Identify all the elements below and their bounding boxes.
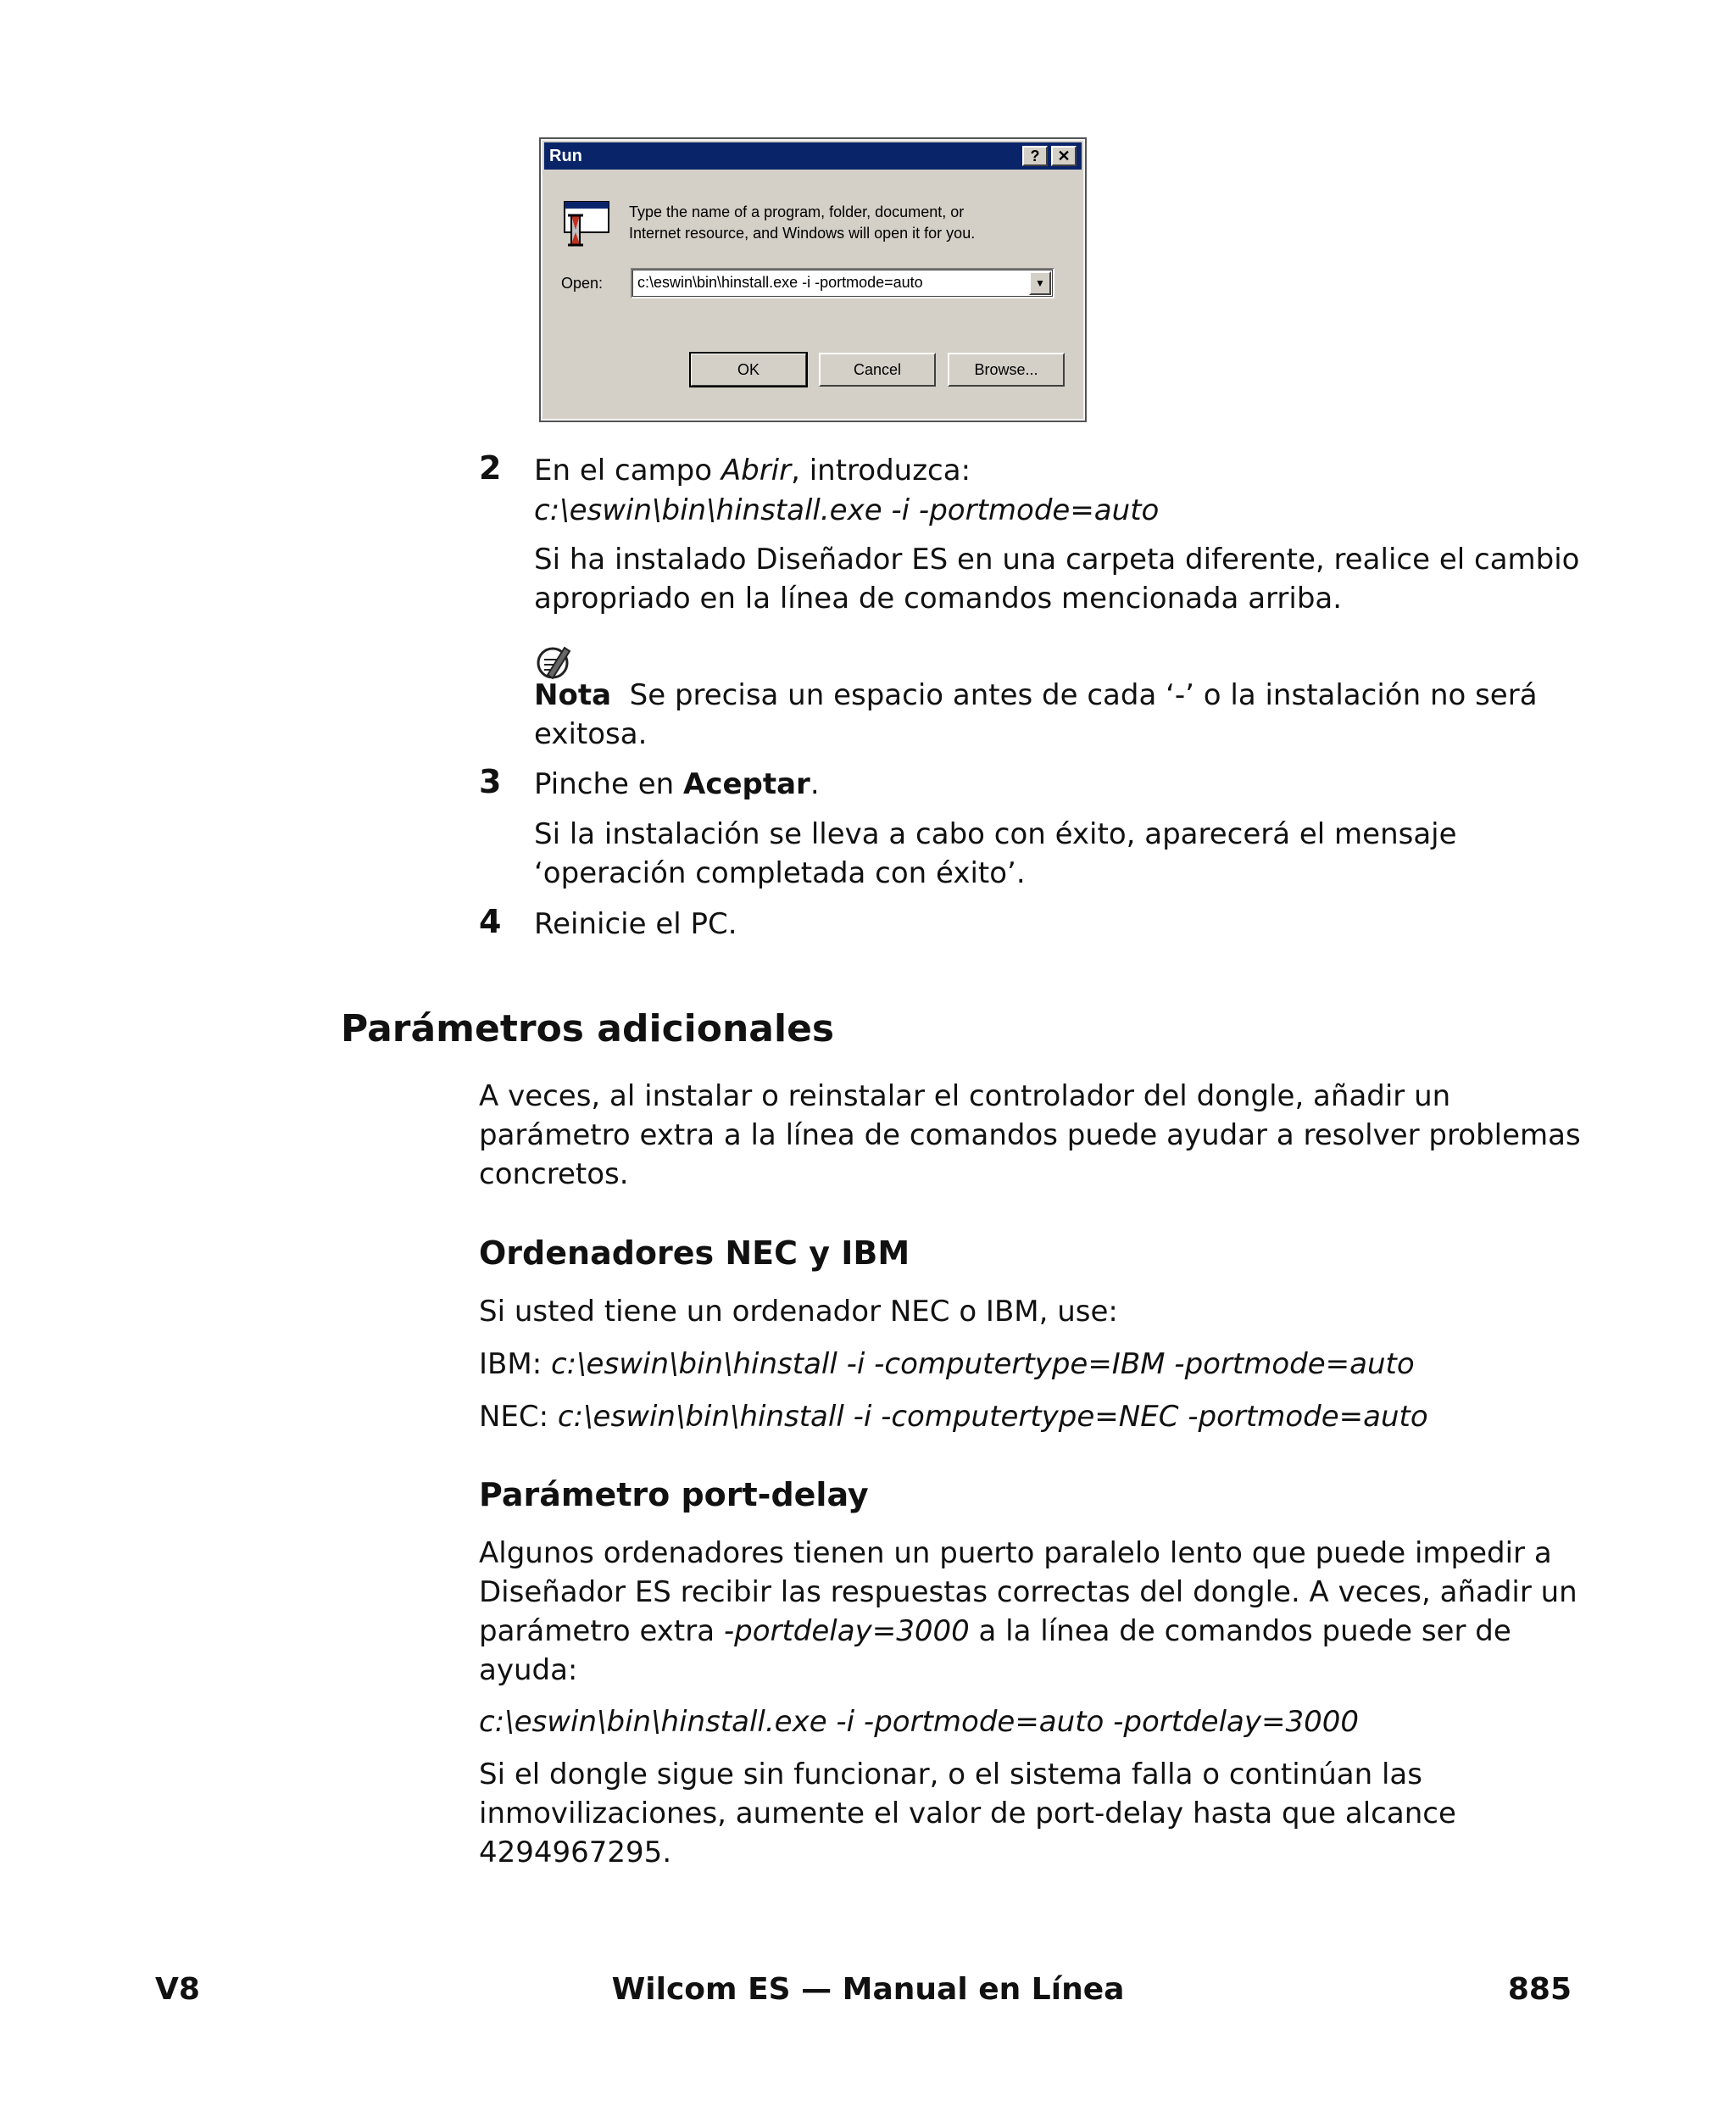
text-run: NEC: <box>479 1400 558 1434</box>
text-run: En el campo <box>534 454 721 487</box>
open-combobox[interactable] <box>631 268 1054 298</box>
step-4-instruction: Reinicie el PC. <box>534 907 737 941</box>
text-run: IBM: <box>479 1347 551 1381</box>
text-run: parámetro extra <box>479 1614 724 1648</box>
open-input-value[interactable]: c:\eswin\bin\hinstall.exe -i -portmode=auto <box>637 274 923 291</box>
footer-title: Wilcom ES — Manual en Línea <box>611 1972 1125 2007</box>
cancel-button[interactable]: Cancel <box>819 353 936 387</box>
run-dialog-description-line: Internet resource, and Windows will open it for you. <box>629 225 976 242</box>
step-2-instruction <box>534 451 971 490</box>
subsection-title: Ordenadores NEC y IBM <box>479 1234 910 1272</box>
command-line: c:\eswin\bin\hinstall.exe -i -portmode=auto <box>534 493 1160 527</box>
note-label: Nota <box>534 678 612 712</box>
chevron-down-icon[interactable]: ▼ <box>1029 271 1051 295</box>
paragraph-line: Si la instalación se lleva a cabo con éxito, aparecerá el mensaje <box>534 817 1457 851</box>
open-label: Open: <box>561 275 604 292</box>
text-run: Pinche en <box>534 767 683 801</box>
paragraph-line: inmovilizaciones, aumente el valor de port-delay hasta que alcance <box>479 1797 1456 1830</box>
footer-version: V8 <box>155 1972 200 2007</box>
browse-button[interactable]: Browse... <box>948 353 1065 387</box>
run-dialog-description-line: Type the name of a program, folder, document, or <box>629 203 965 220</box>
paragraph-line: Si usted tiene un ordenador NEC o IBM, use: <box>479 1295 1118 1329</box>
command-text: -portdelay=3000 <box>723 1614 970 1648</box>
paragraph-line: ayuda: <box>479 1653 578 1687</box>
paragraph-line: Si el dongle sigue sin funcionar, o el sistema falla o continúan las <box>479 1758 1422 1791</box>
paragraph-line: parámetro extra a la línea de comandos puede ayudar a resolver problemas <box>479 1118 1581 1152</box>
text-run: a la línea de comandos puede ser de <box>969 1614 1511 1648</box>
command-line: c:\eswin\bin\hinstall.exe -i -portmode=auto -portdelay=3000 <box>479 1705 1360 1739</box>
step-3-instruction <box>534 765 820 804</box>
run-dialog-description <box>629 202 1070 244</box>
paragraph-line: Si ha instalado Diseñador ES en una carpeta diferente, realice el cambio <box>534 543 1580 577</box>
paragraph-line: A veces, al instalar o reinstalar el controlador del dongle, añadir un <box>479 1079 1451 1113</box>
paragraph-line: exitosa. <box>534 717 648 751</box>
run-program-icon <box>561 198 612 249</box>
text-run: . <box>810 767 820 801</box>
run-dialog-title: Run <box>549 147 582 165</box>
step-number: 3 <box>479 763 502 800</box>
paragraph-line <box>479 1612 1511 1651</box>
help-button[interactable]: ? <box>1022 146 1048 166</box>
close-button[interactable]: ✕ <box>1051 146 1077 166</box>
step-number: 4 <box>479 903 502 940</box>
text-run: Se precisa un espacio antes de cada ‘-’ o la instalación no será <box>629 678 1538 712</box>
step-number: 2 <box>479 449 502 487</box>
run-dialog-titlebar <box>544 142 1082 170</box>
note-icon <box>536 643 573 680</box>
text-run: , introduzca: <box>791 454 971 487</box>
paragraph-line: 4294967295. <box>479 1836 672 1869</box>
paragraph-line: apropriado en la línea de comandos mencionada arriba. <box>534 582 1343 616</box>
run-dialog-screenshot <box>541 139 1085 421</box>
command-text: c:\eswin\bin\hinstall -i -computertype=NEC -portmode=auto <box>557 1400 1428 1434</box>
paragraph-line: Diseñador ES recibir las respuestas correctas del dongle. A veces, añadir un <box>479 1575 1577 1609</box>
section-title: Parámetros adicionales <box>341 1007 835 1050</box>
subsection-title: Parámetro port-delay <box>479 1476 869 1513</box>
button-name-aceptar: Aceptar <box>683 767 810 801</box>
paragraph-line: ‘operación completada con éxito’. <box>534 856 1026 890</box>
ok-button[interactable]: OK <box>690 353 807 387</box>
page-number: 885 <box>1507 1972 1572 2007</box>
note-text <box>534 676 1538 715</box>
field-name-abrir: Abrir <box>721 454 792 487</box>
paragraph-line: Algunos ordenadores tienen un puerto paralelo lento que puede impedir a <box>479 1536 1552 1570</box>
nec-command-line <box>479 1397 1428 1436</box>
ibm-command-line <box>479 1345 1415 1384</box>
paragraph-line: concretos. <box>479 1157 629 1191</box>
command-text: c:\eswin\bin\hinstall -i -computertype=IBM -portmode=auto <box>550 1347 1415 1381</box>
